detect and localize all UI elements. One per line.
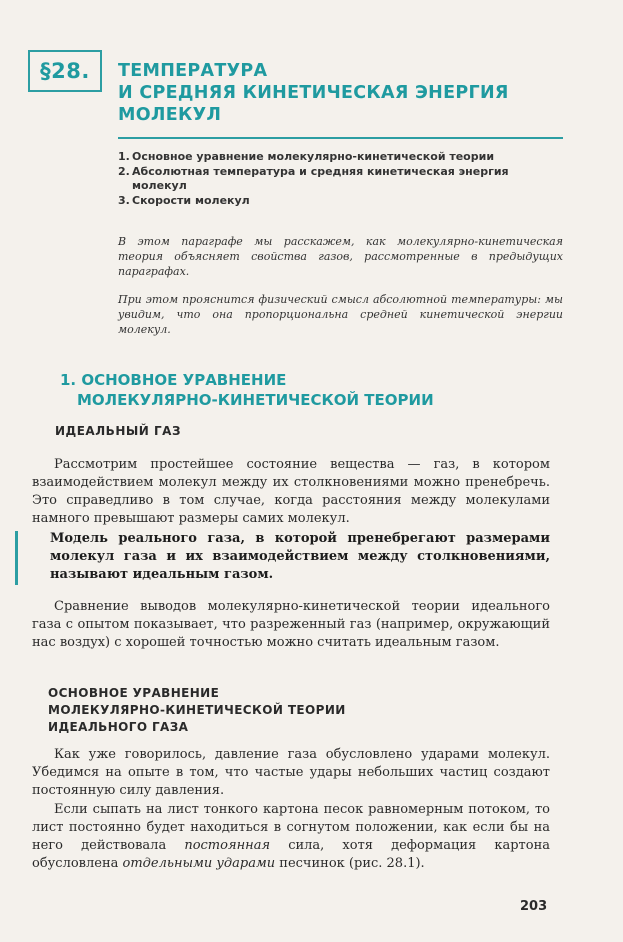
definition-paragraph: Модель реального газа, в которой пренебрегают размерами молекул газа и их взаимодействием между столкновениями, называют идеальным газом. [50, 531, 550, 582]
emphasis: постоянная [184, 838, 271, 853]
contents-item [118, 194, 563, 208]
intro-paragraph: При этом прояснится физический смысл абсолютной температуры: мы увидим, что она пропорциональна средней кинетической энергии молекул. [118, 293, 563, 336]
section-number-box [28, 50, 102, 92]
subsection-heading-line: 1. ОСНОВНОЕ УРАВНЕНИЕ [60, 371, 287, 389]
contents-item [118, 165, 563, 193]
ideal-gas-heading: ИДЕАЛЬНЫЙ ГАЗ [55, 424, 181, 438]
body-paragraph: Рассмотрим простейшее состояние вещества — газ, в котором взаимодействием молекул между их столкновениями можно пренебречь. Это справедливо в том случае, когда расстояния между молекулами намного превышают размеры самих молекул. [32, 457, 550, 526]
section-number: §28. [40, 59, 90, 83]
contents-item [118, 150, 563, 164]
section-title-line: ТЕМПЕРАТУРА [118, 61, 268, 81]
section-title [118, 60, 558, 126]
heading-line: ОСНОВНОЕ УРАВНЕНИЕ [48, 686, 220, 700]
subsection-heading [60, 370, 520, 410]
body-paragraph: Как уже говорилось, давление газа обусловлено ударами молекул. Убедимся на опыте в том, что частые удары небольших частиц создают постоянную силу давления. [32, 747, 550, 798]
body-paragraph [32, 801, 550, 873]
section-rule [118, 137, 563, 139]
contents-item-text: Абсолютная температура и средняя кинетическая энергия молекул [132, 165, 509, 192]
contents-item-number: 3. [118, 194, 130, 207]
contents-item-number: 2. [118, 165, 130, 178]
body-paragraph: Сравнение выводов молекулярно-кинетической теории идеального газа с опытом показывает, что разреженный газ (например, окружающий нас воздух) с хорошей точностью можно считать идеальным газом. [32, 599, 550, 650]
heading-line: ИДЕАЛЬНОГО ГАЗА [48, 720, 189, 734]
section-contents [118, 150, 563, 209]
text-run: сила, хотя деформация картона обусловлена [32, 838, 550, 871]
page-number: 203 [520, 899, 548, 914]
contents-item-text: Основное уравнение молекулярно-кинетической теории [132, 150, 495, 163]
definition-marker [15, 531, 18, 585]
contents-item-text: Скорости молекул [132, 194, 250, 207]
section-title-line: МОЛЕКУЛ [118, 105, 222, 125]
contents-item-number: 1. [118, 150, 130, 163]
basic-equation-heading [48, 685, 448, 736]
text-run: Если сыпать на лист тонкого картона песок равномерным потоком, то лист постоянно будет находиться в согнутом положении, как если бы на него действовала [32, 802, 550, 853]
text-run: песчинок (рис. 28.1). [275, 856, 425, 871]
intro-paragraph: В этом параграфе мы расскажем, как молекулярно-кинетическая теория объясняет свойства газов, рассмотренные в предыдущих параграфах. [118, 235, 563, 278]
heading-line: МОЛЕКУЛЯРНО-КИНЕТИЧЕСКОЙ ТЕОРИИ [48, 703, 346, 717]
subsection-heading-line: МОЛЕКУЛЯРНО-КИНЕТИЧЕСКОЙ ТЕОРИИ [77, 391, 434, 409]
section-title-line: И СРЕДНЯЯ КИНЕТИЧЕСКАЯ ЭНЕРГИЯ [118, 83, 509, 103]
emphasis: отдельными ударами [122, 856, 276, 871]
